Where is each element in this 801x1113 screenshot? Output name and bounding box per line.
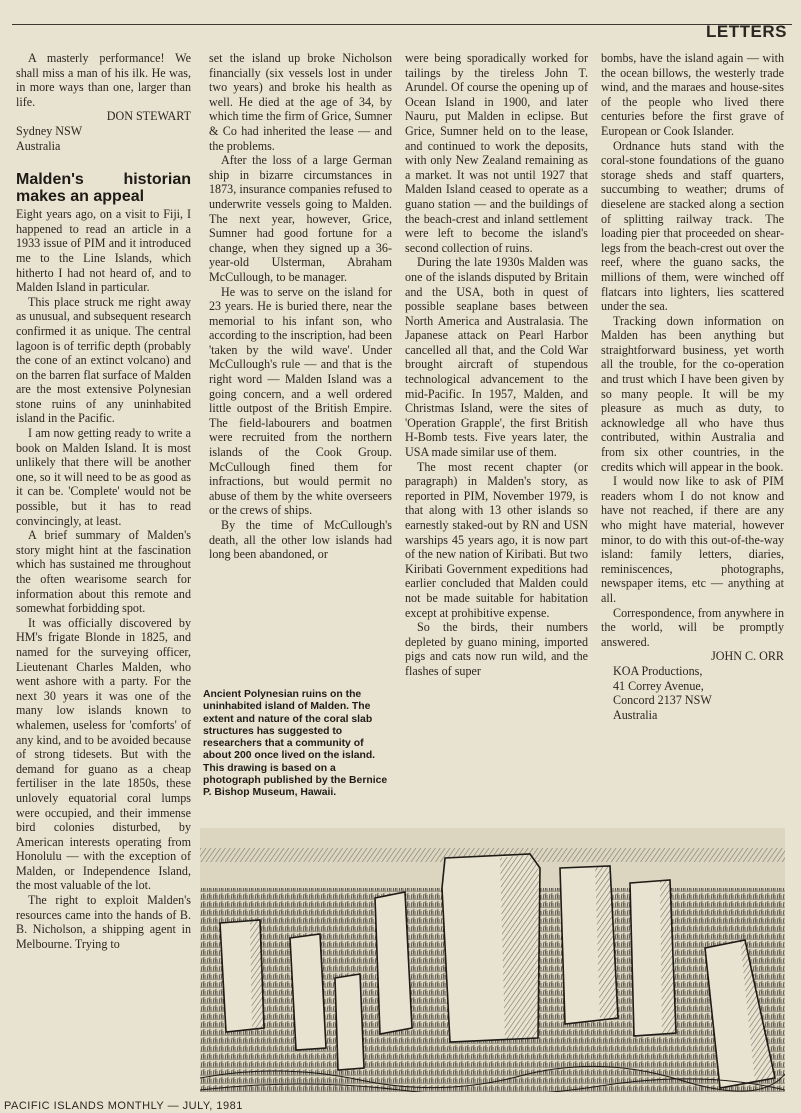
column-4 xyxy=(601,51,784,722)
page-footer: PACIFIC ISLANDS MONTHLY — JULY, 1981 xyxy=(4,1100,243,1112)
paragraph: He was to serve on the island for 23 years. He is buried there, near the memorial to his infant son, who according to the inscription, had been 'taken by the wild wave'. Under McCullough's rule — and that is the right word — Malden Island was a going concern, and a well ordered little outpost of the British Empire. The field-labourers and boatmen were recruited from the northern islands of the Cook Group. McCullough fined them for infractions, but would permit no abuse of them by the white overseers or the crews of ships. xyxy=(209,284,392,518)
paragraph: This place struck me right away as unusual, and subsequent research confirmed it as unique. The central lagoon is of terrific depth (probably the cone of an extinct volcano) and on the barren flat surface of Malden are the most extensive Polynesian stone ruins of any uninhabited island in the Pacific. xyxy=(16,294,191,426)
paragraph: bombs, have the island again — with the ocean billows, the westerly trade wind, and the maraes and house-sites of the people who lived there centuries before the first grave of European or Cook Islander. xyxy=(601,51,784,138)
address-line: Australia xyxy=(613,707,658,722)
paragraph: After the loss of a large German ship in bizarre circumstances in 1873, insurance companies refused to underwrite vessels going to Malden. The next year, however, Grice, Sumner had good fortune for a change, when they signed up a 36-year-old Ulsterman, Abraham McCullough, to be manager. xyxy=(209,153,392,284)
column-1 xyxy=(16,51,191,951)
column-3 xyxy=(405,51,588,679)
paragraph: set the island up broke Nicholson financially (six vessels lost in under two years) and broke his health as well. He died at the age of 34, by which time the firm of Grice, Sumner & Co had inherited the lease — and the problems. xyxy=(209,51,392,153)
ruins-drawing xyxy=(200,828,785,1092)
paragraph: It was officially discovered by HM's frigate Blonde in 1825, and named for the surveying officer, Lieutenant Charles Malden, who went ashore with a party. For the next 30 years it was one of the many low islands known to whalemen, useless for 'comforts' of any kind, and to be avoided because of strong tidesets. But with the demand for guano as a cheap fertiliser in the late 1850s, these unlovely equatorial coral lumps were occupied, and their immense bird colonies disturbed, by American interests operating from Honolulu — with the exception of Malden, or Independence Island, the most valuable of the lot. xyxy=(16,615,191,893)
illustration-caption: Ancient Polynesian ruins on the uninhabited island of Malden. The extent and nature of the coral slab structures has suggested to researchers that a community of about 200 once lived on the island. This drawing is based on a photograph published by the Bernice P. Bishop Museum, Hawaii. xyxy=(203,689,388,799)
paragraph: By the time of McCullough's death, all the other low islands had long been abandoned, or xyxy=(209,518,392,562)
author-signature: JOHN C. ORR xyxy=(711,649,784,664)
paragraph: Correspondence, from anywhere in the world, will be promptly answered. xyxy=(601,605,784,649)
letter-signature-name: DON STEWART xyxy=(106,109,191,124)
address-line: KOA Productions, xyxy=(613,663,703,678)
letter-signature-country: Australia xyxy=(16,138,61,153)
paragraph: I would now like to ask of PIM readers whom I do not know and have not reached, if there are any who might have material, however minor, to do with this out-of-the-way island: family letters, diaries, reminiscences, photographs, newspaper items, etc — anything at all. xyxy=(601,474,784,605)
paragraph: Tracking down information on Malden has been anything but straightforward business, yet worth all the trouble, for the co-operation and trust which I have been given by so many people. It will be my pleasure as much as duty, to acknowledge all who have thus contributed, within Australia and from six other countries, in the credits which will appear in the book. xyxy=(601,313,784,474)
address-line: Concord 2137 NSW xyxy=(613,693,712,708)
paragraph: Ordnance huts stand with the coral-stone foundations of the guano storage sheds and staff quarters, succumbing to weather; drums of dieselene are stacked along a section of splitting railway track. The loading pier that proceeded on shear-legs from the beach-crest out over the reef, where the guano sacks, the millions of them, were winched off flatcars into lighters, lies scattered under the sea. xyxy=(601,138,784,314)
section-label: LETTERS xyxy=(706,22,787,41)
paragraph: During the late 1930s Malden was one of the islands disputed by Britain and the USA, both in quest of possible seaplane bases between North America and Australasia. The Japanese attack on Pearl Harbor cancelled all that, and the Cold War brought aircraft of stupendous technological advancement to the mid-Pacific. In 1957, Malden, and Christmas Island, were the sites of 'Operation Grapple', the first British H-Bomb tests. Five years later, the USA made similar use of them. xyxy=(405,255,588,460)
paragraph: The most recent chapter (or paragraph) in Malden's story, as reported in PIM, November 1979, is that along with 13 other islands so earnestly staked-out by RN and USN warships 45 years ago, it is now part of the new nation of Kiribati. But two Kiribati Government expeditions had earlier concluded that Malden could not be made suitable for habitation except at prohibitive expense. xyxy=(405,459,588,620)
paragraph: Eight years ago, on a visit to Fiji, I happened to read an article in a 1933 issue of PIM and it introduced me to the Line Islands, which hitherto I had not heard of, and to Malden Island in particular. xyxy=(16,207,191,295)
header-rule xyxy=(12,24,792,25)
paragraph: I am now getting ready to write a book on Malden Island. It is most unlikely that there will be another one, so it will need to be as good as it can be. 'Complete' would not be possible, but it has to read convincingly, at least. xyxy=(16,426,191,528)
letter-body: A masterly performance! We shall miss a man of his ilk. He was, in more ways than one, larger than life. xyxy=(16,51,191,109)
article-headline: Malden's historian makes an appeal xyxy=(16,171,191,206)
address-line: 41 Correy Avenue, xyxy=(613,678,704,693)
paragraph: The right to exploit Malden's resources came into the hands of B. B. Nicholson, a shipping agent in Melbourne. Trying to xyxy=(16,893,191,951)
letter-signature-city: Sydney NSW xyxy=(16,123,83,138)
paragraph: A brief summary of Malden's story might hint at the fascination which has sustained me throughout the often wearisome search for information about this remote and somewhat forbidding spot. xyxy=(16,528,191,616)
ruins-illustration xyxy=(200,828,785,1092)
column-2 xyxy=(209,51,392,562)
paragraph: were being sporadically worked for tailings by the tireless John T. Arundel. Of course the opening up of Ocean Island in 1900, and later Nauru, put Malden in eclipse. But Grice, Sumner held on to the lease, and continued to work the deposits, with only New Zealand remaining as a market. It was not until 1927 that Malden Island ceased to operate as a guano station — and the buildings of the beach-crest and inland settlement were left to become the island's second collection of ruins. xyxy=(405,51,588,255)
paragraph: So the birds, their numbers depleted by guano mining, imported pigs and cats now run wild, and the flashes of super xyxy=(405,620,588,678)
